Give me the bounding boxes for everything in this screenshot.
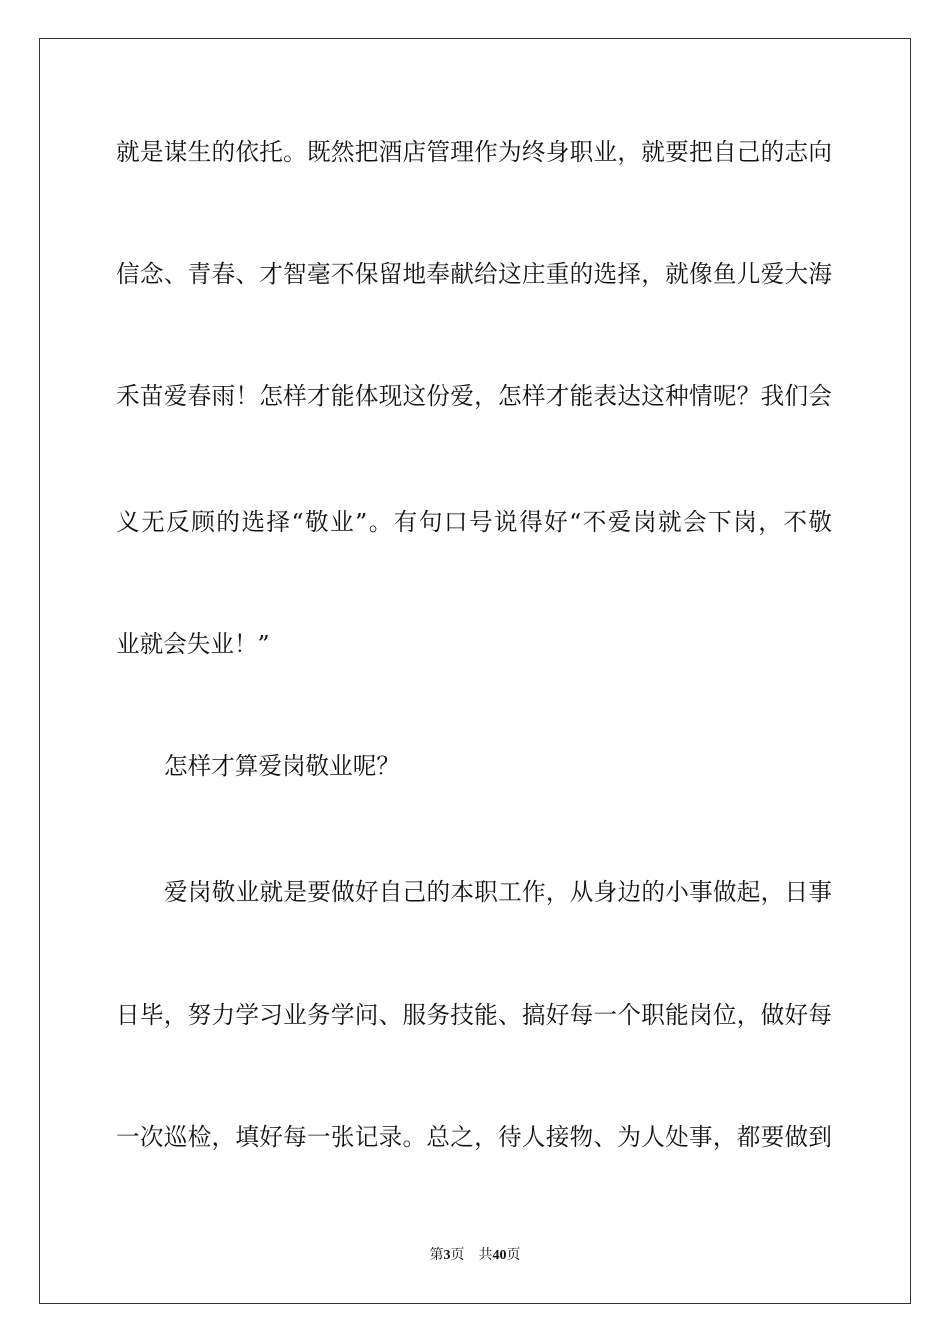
body-text-line-8: 日毕，努力学习业务学问、服务技能、搞好每一个职能岗位，做好每: [116, 1001, 832, 1029]
footer-total-suffix: 页: [506, 1248, 521, 1263]
body-text-line-9: 一次巡检，填好每一张记录。总之，待人接物、为人处事，都要做到: [116, 1123, 832, 1151]
body-text-line-2: 信念、青春、才智毫不保留地奉献给这庄重的选择，就像鱼儿爱大海: [116, 260, 832, 288]
paragraph-question: 怎样才算爱岗敬业呢？: [164, 752, 400, 780]
body-text-line-3: 禾苗爱春雨！怎样才能体现这份爱，怎样才能表达这种情呢？我们会: [116, 382, 832, 410]
page-footer: [0, 1246, 950, 1266]
footer-page-suffix: 页: [450, 1248, 465, 1263]
body-text-line-4: 义无反顾的选择“敬业”。有句口号说得好“不爱岗就会下岗，不敬: [116, 508, 832, 536]
body-text-line-5: 业就会失业！”: [116, 630, 270, 658]
page-border: [39, 38, 911, 1304]
footer-total-prefix: 共: [478, 1248, 493, 1263]
footer-page-prefix: 第: [429, 1248, 444, 1263]
body-text-line-7: 爱岗敬业就是要做好自己的本职工作，从身边的小事做起，日事: [164, 878, 832, 906]
body-text-line-1: 就是谋生的依托。既然把酒店管理作为终身职业，就要把自己的志向: [116, 138, 832, 166]
footer-total-pages: 40: [492, 1248, 507, 1263]
footer-page-number: 3: [443, 1248, 451, 1263]
